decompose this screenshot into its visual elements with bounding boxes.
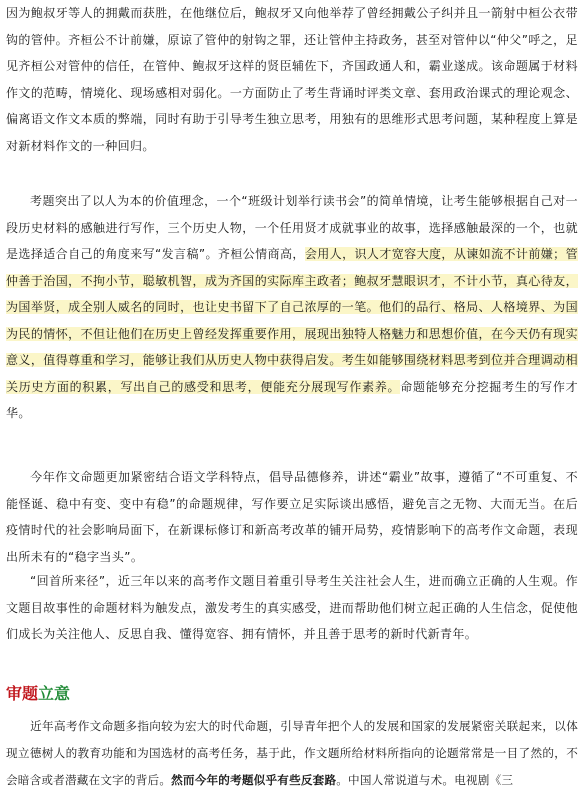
paragraph-3 bbox=[6, 464, 578, 570]
section-heading-red: 审题 bbox=[6, 684, 39, 703]
paragraph-5-bold: 然而今年的考题似乎有些反套路 bbox=[171, 773, 337, 787]
paragraph-4-text: “回首所来径”，近三年以来的高考作文题目着重引导考生关注社会人生，进而确立正确的人生观。作文题目故事性的命题材料为触发点，激发考生的真实感受，进而帮助他们树立起正确的人生信念，促使他们成长为关注他人、反思自我、懂得宽容、拥有情怀，并且善于思考的新时代新青年。 bbox=[6, 574, 578, 641]
paragraph-2-highlight-b: 会用人，识人才宽容大度，从谏如流不计前嫌；管仲善于治国，不拘小节，聪敏机智，成为齐国的实际库 bbox=[6, 247, 578, 288]
paragraph-2 bbox=[6, 188, 578, 427]
paragraph-5 bbox=[6, 713, 578, 794]
paragraph-4 bbox=[6, 568, 578, 648]
paragraph-1: 因为鲍叔牙等人的拥戴而获胜，在他继位后，鲍叔牙又向他举荐了曾经拥戴公子纠并且一箭射中桓公衣带钩的管仲。齐桓公不计前嫌，原谅了管仲的射钩之罪，还让管仲主持政务，甚至对管仲以“仲父”呼之，足见齐桓公对管仲的信任，在管仲、鲍叔牙这样的贤臣辅佐下，齐国政通人和，霸业遂成。该命题属于材料作文的范畴，情境化、现场感相对弱化。一方面防止了考生背诵时评类文章、套用政治课式的理论观念、偏离语文作文本质的弊端，同时有助于引导考生独立思考，用独有的思维形式思考问题，某种程度上算是对新材料作文的一种回归。 bbox=[6, 6, 578, 153]
paragraph-3-text: 今年作文命题更加紧密结合语文学科特点，倡导品德修养，讲述“霸业”故事，遵循了“不可重复、不能怪诞、稳中有变、变中有稳”的命题规律，写作要立足实际谈出感悟，避免言之无物、大而无当。在后疫情时代的社会影响局面下，在新课标修订和新高考改革的铺开局势，疫情影响下的高考作文命题，表现出所未有的“稳字当头”。 bbox=[6, 470, 578, 564]
paragraph-2-text-d: 命题能够充分挖掘考生的写作才华。 bbox=[6, 379, 578, 420]
section-heading-green: 立意 bbox=[38, 684, 71, 703]
paragraph-5-text-a: 近年高考作文命题多指向较为宏大的时代命题，引导青年把个人的发展和国家的发展紧密关联起来，以体现立德树人的教育功能和为国选材的高考任务，基于此，作文题所给材料所指向的论题常常是一目了然的，不会暗含或者潜藏在文字的背后。 bbox=[6, 719, 578, 787]
section-heading bbox=[6, 682, 70, 706]
paragraph-2-text-a: 考题突出了以人为本的价值理念，一个“班级计划举行读书会”的简单情境，让考生能够根据自己对一段历史材料的感触进行写作，三个历史人物，一个任用贤才成就事业的故事，选择感触最深的一个，也就是选择适合自己的角度来写“发言稿”。齐桓公情商高， bbox=[6, 194, 578, 261]
paragraph-2-highlight-c: 主政者；鲍叔牙慧眼识才，不计小节，真心待友，为国举贤，成全别人威名的同时，也让史书留下了自己浓厚的一笔。他们的品行、格局、人格境界、为国为民的情怀，不但让他们在历史上曾经发挥重要作用，展现出独特人格魅力和思想价值，在今天仍有现实意义，值得尊重和学习，能够让我们从历史人物中获得启发。考生如能够围绕材料思考到位并合理调动相关历史方面的积累，写出自己的感受和思考，便能充分展现写作素养。 bbox=[6, 273, 578, 394]
paragraph-5-text-c: 。中国人常说道与术。电视剧《三 bbox=[336, 773, 514, 787]
